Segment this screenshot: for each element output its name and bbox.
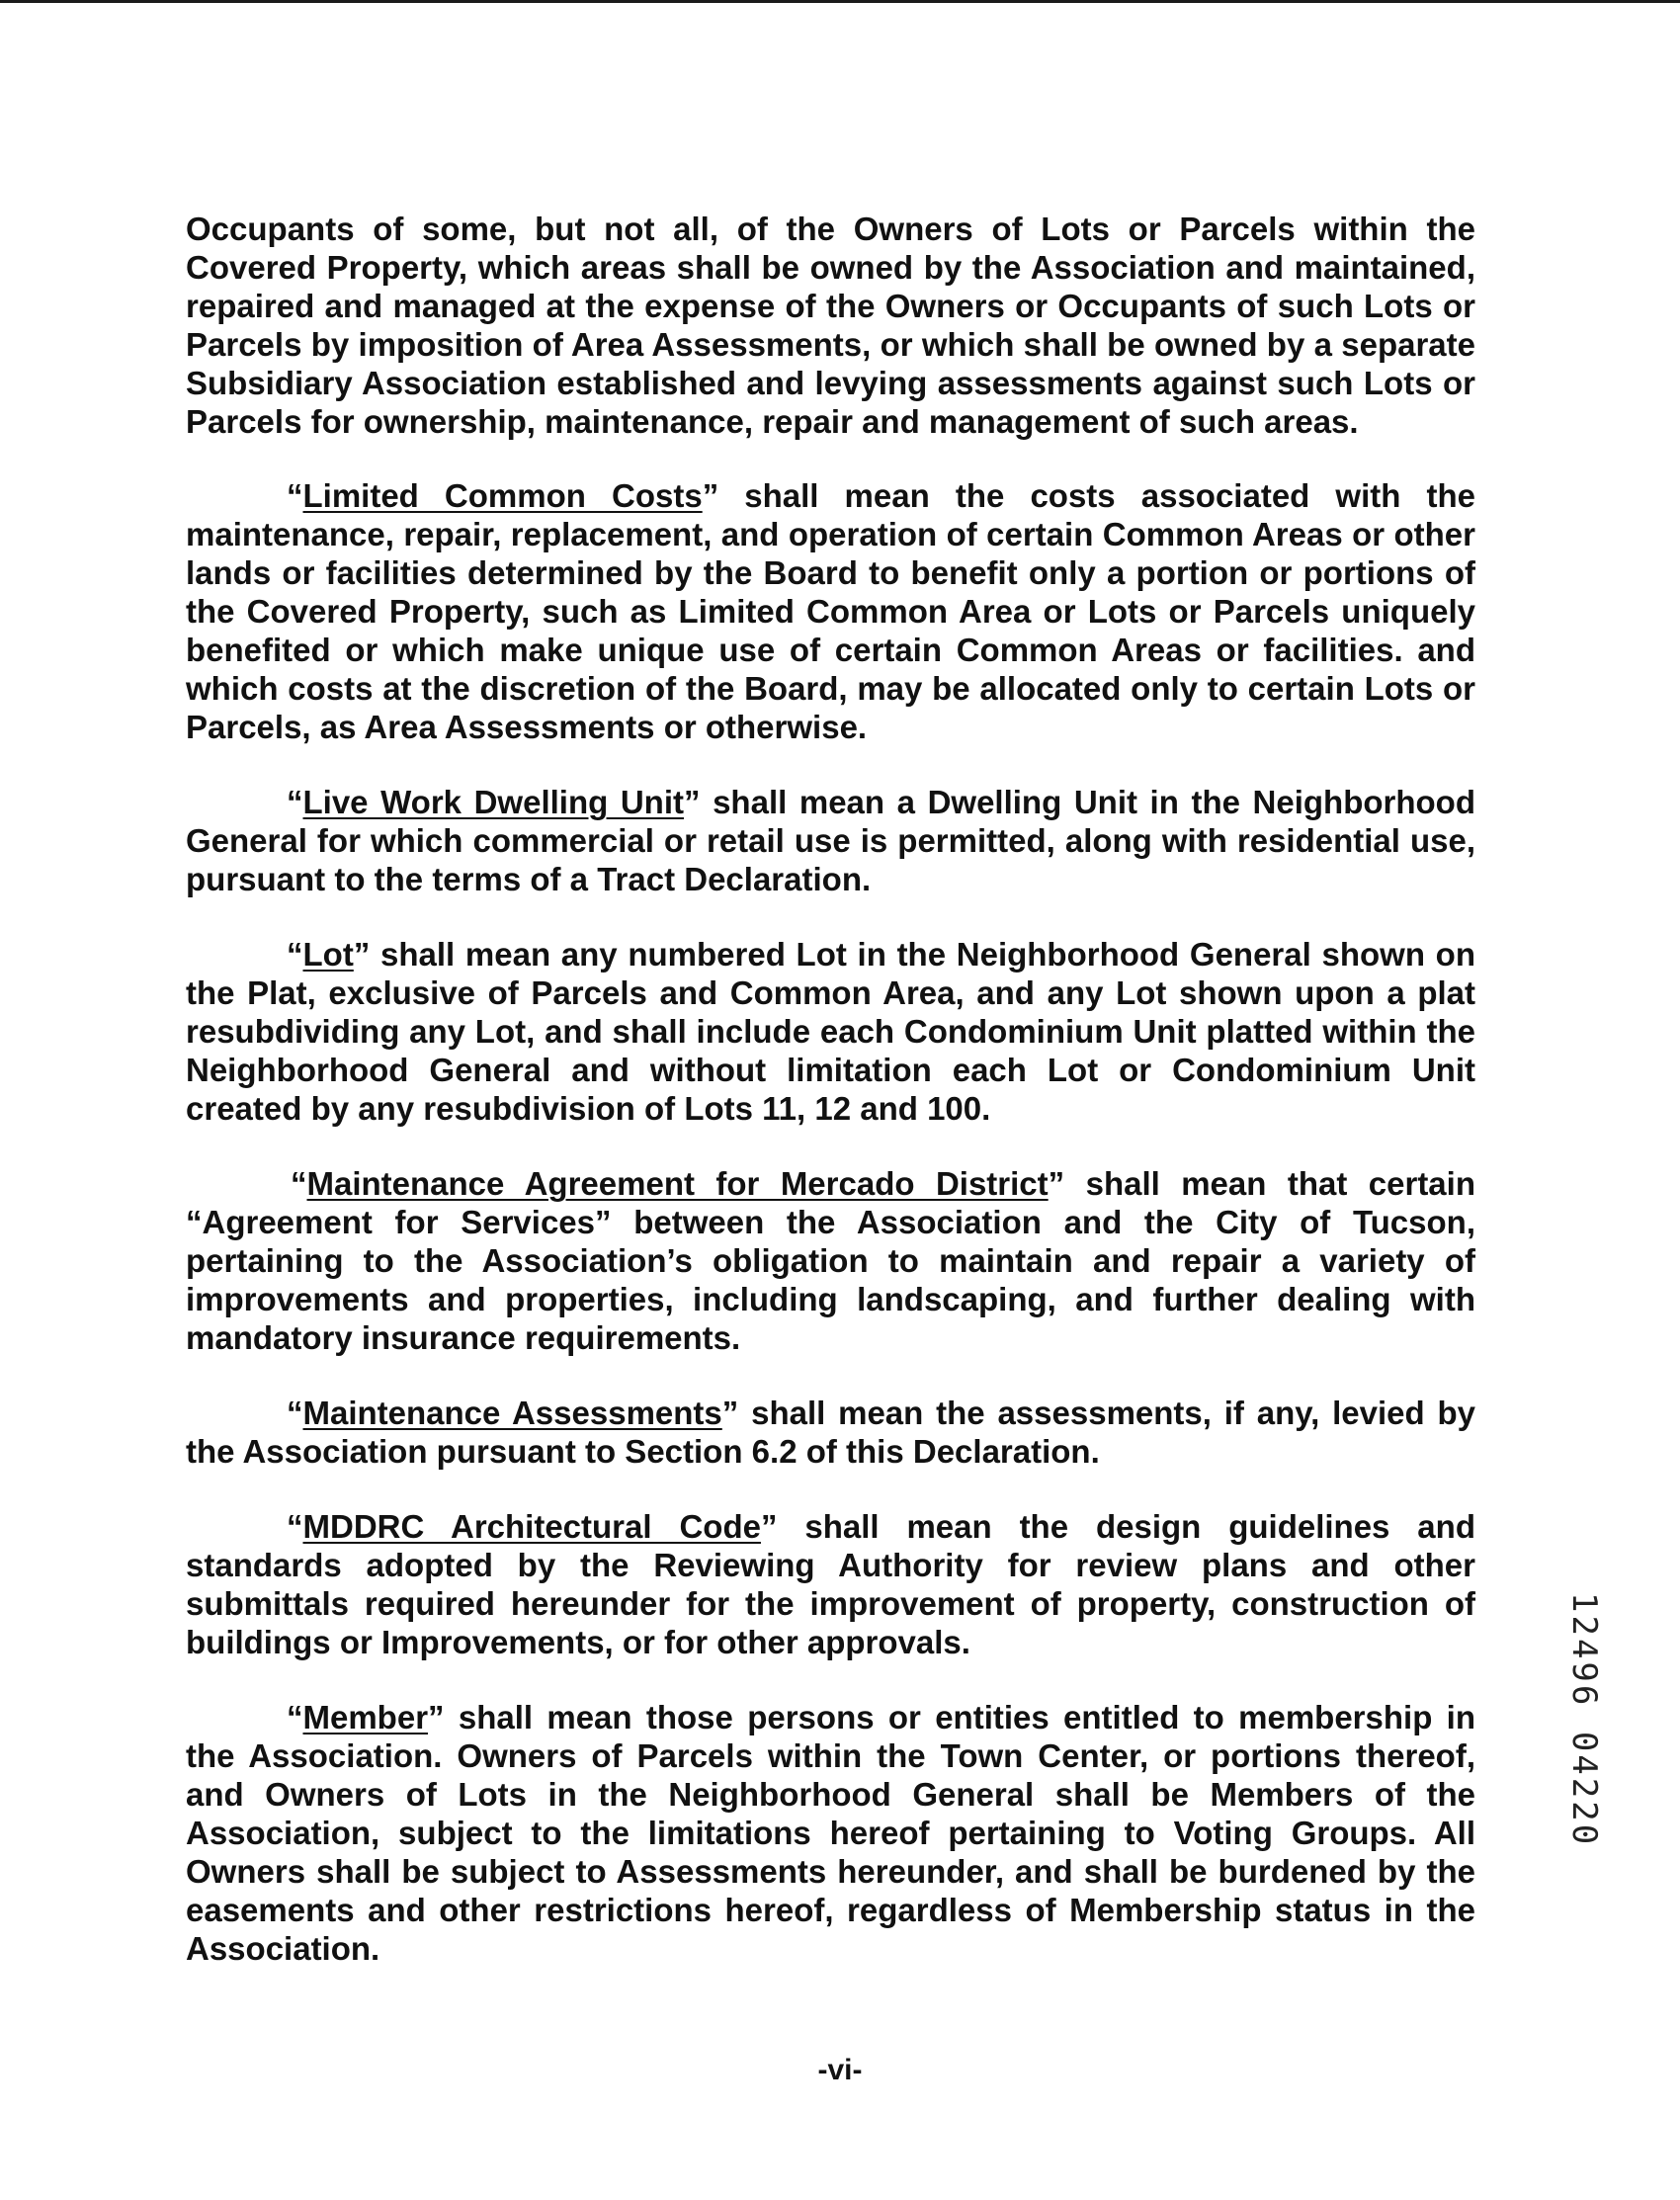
close-quote: ” (702, 477, 719, 514)
close-quote: ” (1048, 1165, 1065, 1202)
definition-text: shall mean any numbered Lot in the Neighborhood General shown on the Plat, exclusive of Parcels and Common Area, and any Lot shown upon a plat resubdividing any Lot, and shall include each Condominium Unit platted within the Neighborhood General and without limitation each Lot or Condominium Unit created by any resubdivision of Lots 11, 12 and 100. (186, 936, 1475, 1127)
open-quote: “ (287, 784, 303, 820)
definition-text: shall mean a Dwelling Unit in the Neighborhood General for which commercial or retail use is permitted, along with residential use, pursuant to the terms of a Tract Declaration. (186, 784, 1475, 897)
definition-maintenance-agreement (186, 1164, 1475, 1357)
defined-term: Live Work Dwelling Unit (302, 784, 684, 820)
defined-term: Member (302, 1699, 429, 1735)
close-quote: ” (721, 1395, 739, 1431)
definition-text: shall mean the costs associated with the maintenance, repair, replacement, and operation of certain Common Areas or other lands or facilities determined by the Board to benefit only a portion or portions of the Covered Property, such as Limited Common Area or Lots or Parcels uniquely benefited or which make unique use of certain Common Areas or facilities. and which costs at the discretion of the Board, may be allocated only to certain Lots or Parcels, as Area Assessments or otherwise. (186, 477, 1475, 745)
intro-paragraph: Occupants of some, but not all, of the Owners of Lots or Parcels within the Covered Property, which areas shall be owned by the Association and maintained, repaired and managed at the expense of the Owners or Occupants of such Lots or Parcels by imposition of Area Assessments, or which shall be owned by a separate Subsidiary Association established and levying assessments against such Lots or Parcels for ownership, maintenance, repair and management of such areas. (186, 211, 1475, 440)
definition-mddrc-architectural-code (186, 1507, 1475, 1661)
definition-text: shall mean those persons or entities entitled to membership in the Association. Owners of Parcels within the Town Center, or portions thereof, and Owners of Lots in the Neighborhood General shall be Members of the Association, subject to the limitations hereof pertaining to Voting Groups. All Owners shall be subject to Assessments hereunder, and shall be burdened by the easements and other restrictions hereof, regardless of Membership status in the Association. (186, 1699, 1475, 1967)
page-number: -vi- (817, 2054, 863, 2086)
close-quote: ” (353, 936, 371, 973)
defined-term: MDDRC Architectural Code (302, 1508, 761, 1545)
open-quote: “ (287, 1699, 303, 1735)
close-quote: ” (684, 784, 701, 820)
close-quote: ” (760, 1508, 778, 1545)
definition-member (186, 1698, 1475, 1968)
defined-term: Maintenance Assessments (302, 1395, 722, 1431)
definition-maintenance-assessments (186, 1394, 1475, 1471)
definition-limited-common-costs (186, 476, 1475, 746)
definition-live-work-dwelling-unit (186, 783, 1475, 898)
defined-term: Maintenance Agreement for Mercado District (306, 1165, 1049, 1202)
open-quote: “ (287, 936, 303, 973)
definition-text: shall mean the design guidelines and standards adopted by the Reviewing Authority for review plans and other submittals required hereunder for the improvement of property, construction of buildings or Improvements, or for other approvals. (186, 1508, 1475, 1660)
definition-lot (186, 935, 1475, 1128)
recording-stamp: 12496 04220 (1564, 1592, 1604, 1848)
definition-text: shall mean that certain “Agreement for Services” between the Association and the City of Tucson, pertaining to the Association’s obligation to maintain and repair a variety of improvements and properties, including landscaping, and further dealing with mandatory insurance requirements. (186, 1165, 1475, 1356)
definition-text: shall mean the assessments, if any, levied by the Association pursuant to Section 6.2 of this Declaration. (186, 1395, 1476, 1470)
open-quote: “ (287, 1508, 303, 1545)
defined-term: Lot (302, 936, 354, 973)
document-body (186, 210, 1475, 2004)
top-border-line (0, 0, 1680, 3)
open-quote: “ (291, 1165, 307, 1202)
open-quote: “ (287, 1395, 303, 1431)
open-quote: “ (287, 477, 303, 514)
defined-term: Limited Common Costs (302, 477, 703, 514)
close-quote: ” (428, 1699, 445, 1735)
